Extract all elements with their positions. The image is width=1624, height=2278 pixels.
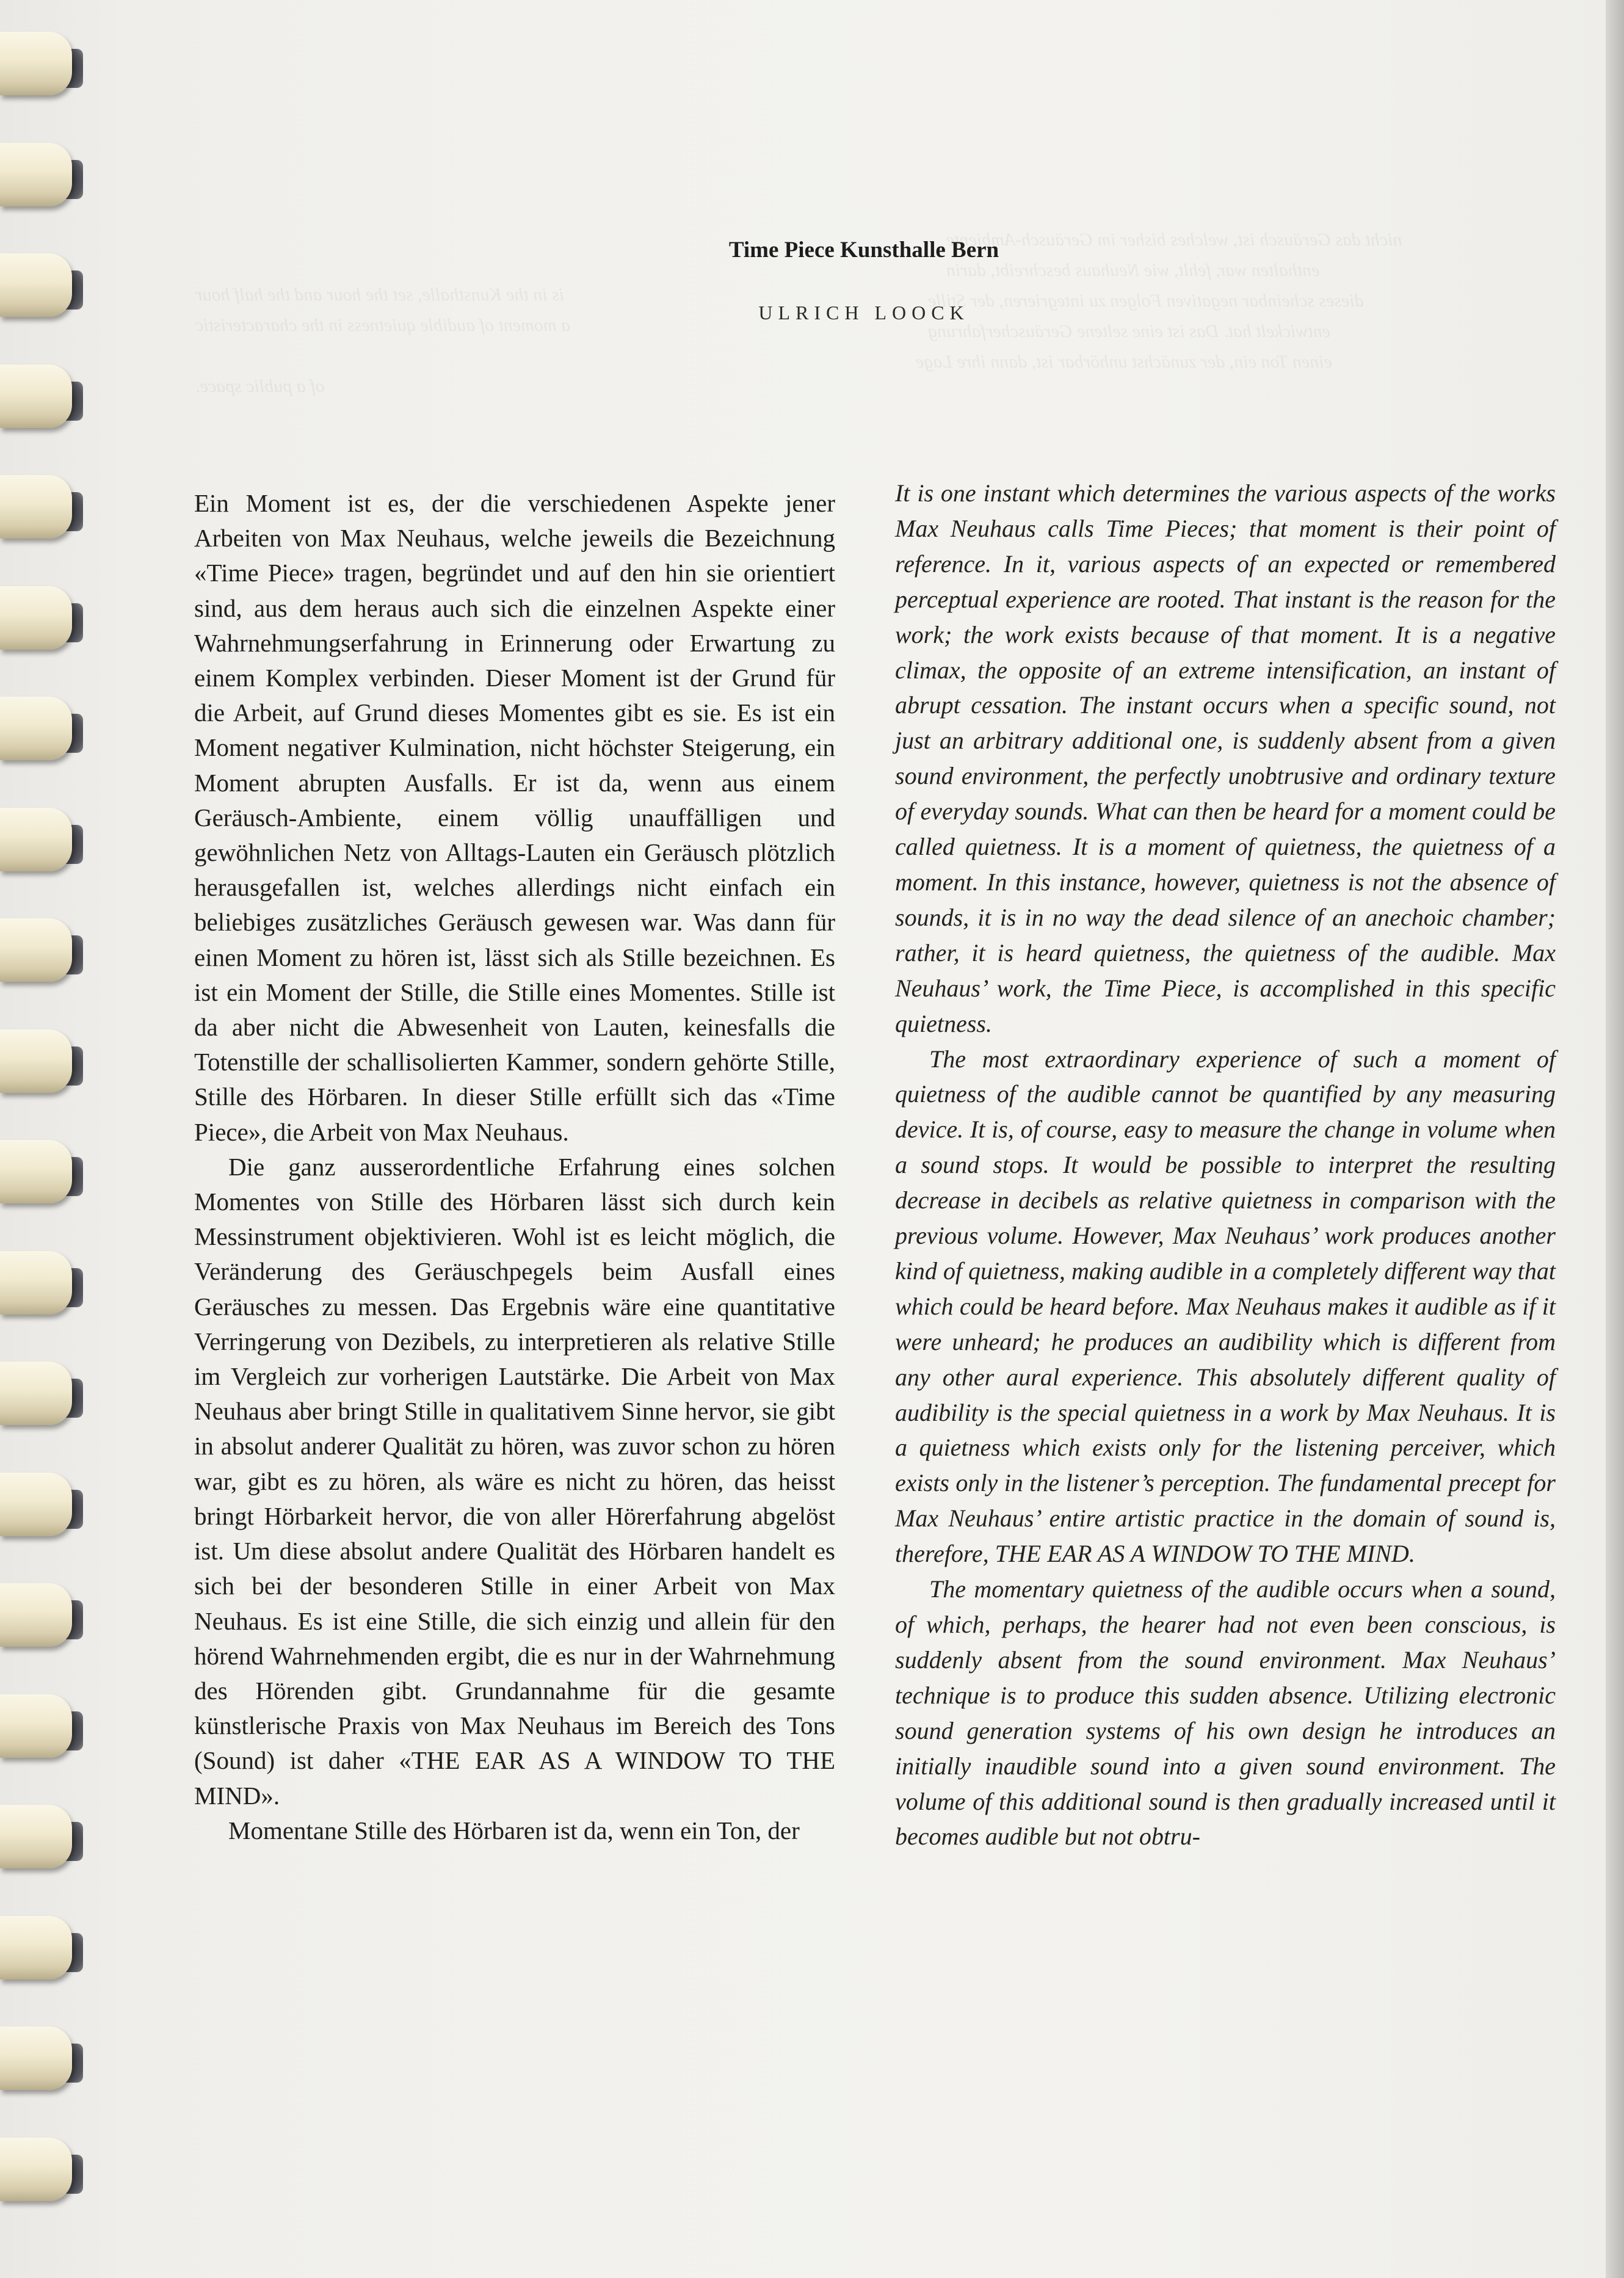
- english-paragraph: It is one instant which determines the various aspects of the works Max Neuhaus calls Time Pieces; that moment is their point of reference. In it, various aspects of an expected or remembered perceptual experience are rooted. That instant is the reason for the work; the work exists because of that moment. It is a negative climax, the opposite of an extreme intensification, an instant of abrupt cessation. The instant occurs when a specific sound, not just an arbitrary additional one, is suddenly absent from a given sound environment, the perfectly unobtrusive and ordinary texture of everyday sounds. What can then be heard for a moment could be called quietness. It is a moment of quietness, the quietness of a moment. In this instance, however, quietness is not the absence of sounds, it is in no way the dead silence of an anechoic chamber; rather, it is heard quietness, the quietness of the audible. Max Neuhaus’ work, the Time Piece, is accomplished in this specific quietness.: [895, 479, 1556, 1037]
- binding-ring: [0, 143, 72, 206]
- binding-ring: [0, 1140, 72, 1203]
- german-paragraph: Momentane Stille des Hörbaren ist da, wenn ein Ton, der: [228, 1816, 800, 1845]
- binding-ring: [0, 697, 72, 760]
- show-through-text: a moment of audible quietness in the characteristic: [195, 315, 571, 335]
- binding-ring: [0, 1583, 72, 1647]
- binding-ring: [0, 918, 72, 982]
- binding-ring: [0, 1473, 72, 1536]
- show-through-text: dieses scheinbar negativen Folgen zu integrieren, der Stille: [928, 291, 1364, 311]
- english-paragraph: The most extraordinary experience of such a moment of quietness of the audible cannot be quantified by any measuring device. It is, of course, easy to measure the change in volume when a sound stops. It would be possible to interpret the resulting decrease in decibels as relative quietness in comparison with the previous volume. However, Max Neuhaus’ work produces another kind of quietness, making audible in a completely different way that which could be heard before. Max Neuhaus makes it audible as if it were unheard; he produces an audibility which is different from any other aural experience. This absolutely different quality of audibility is the special quietness in a work by Max Neuhaus. It is a quietness which exists only for the listening perceiver, which exists only in the listener’s perception. The fundamental precept for Max Neuhaus’ entire artistic practice in the domain of sound is, therefore, THE EAR AS A WINDOW TO THE MIND.: [895, 1045, 1556, 1568]
- show-through-text: einen Ton ein, der zunächst unhörbar ist, dann ihre Lage: [916, 352, 1332, 372]
- binding-ring: [0, 1916, 72, 1979]
- binding-ring: [0, 365, 72, 428]
- binding-ring: [0, 2026, 72, 2090]
- english-paragraph: The momentary quietness of the audible occurs when a sound, of which, perhaps, the hearer had not even been conscious, is suddenly absent from the sound environment. Max Neuhaus’ technique is to produce this sudden absence. Utilizing electronic sound generation systems of his own design he introduces an initially inaudible sound into a given sound environment. The volume of this additional sound is then gradually increased until it becomes audible but not obtru-: [895, 1575, 1556, 1851]
- page-edge-shadow: [1606, 0, 1624, 2278]
- show-through-text: is in the Kunsthalle, set the hour and the half hour: [195, 285, 565, 305]
- binding-ring: [0, 1805, 72, 1868]
- author-name: ULRICH LOOCK: [758, 302, 970, 324]
- spiral-binding: [0, 0, 85, 2278]
- binding-ring: [0, 32, 72, 95]
- english-text-column: [895, 476, 1556, 1854]
- binding-ring: [0, 2138, 72, 2201]
- binding-ring: [0, 586, 72, 650]
- binding-ring: [0, 1362, 72, 1425]
- german-text-column: [194, 486, 835, 1848]
- page-title: Time Piece Kunsthalle Bern: [728, 238, 999, 263]
- binding-ring: [0, 475, 72, 539]
- show-through-text: of a public space.: [195, 376, 325, 396]
- german-paragraph: Die ganz ausserordentliche Erfahrung eines solchen Momentes von Stille des Hörbaren lässt sich durch kein Messinstrument objektivieren. Wohl ist es leicht möglich, die Veränderung des Geräuschpegels beim Ausfall eines Geräusches zu messen. Das Ergebnis wäre eine quantitative Verringerung von Dezibels, zu interpretieren als relative Stille im Vergleich zur vorherigen Lautstärke. Die Arbeit von Max Neuhaus aber bringt Stille in qualitativem Sinne hervor, sie gibt in absolut anderer Qualität zu hören, was zuvor schon zu hören war, gibt es zu hören, als wäre es nicht zu hören, das heisst bringt Hörbarkeit hervor, die von aller Hörerfahrung abgelöst ist. Um diese absolut andere Qualität des Hörbaren handelt es sich bei der besonderen Stille in einer Arbeit von Max Neuhaus. Es ist eine Stille, die sich einzig und allein für den hörend Wahrnehmenden ergibt, die es nur in der Wahrnehmung des Hörenden gibt. Grundannahme für die gesamte künstlerische Praxis von Max Neuhaus im Bereich des Tons (Sound) ist daher «THE EAR AS A WINDOW TO THE MIND».: [194, 1152, 835, 1810]
- binding-ring: [0, 1251, 72, 1315]
- binding-ring: [0, 1694, 72, 1758]
- german-paragraph: Ein Moment ist es, der die verschiedenen Aspekte jener Arbeiten von Max Neuhaus, welche jeweils die Bezeichnung «Time Piece» tragen, begründet und auf den hin sie orientiert sind, aus dem heraus auch sich die einzelnen Aspekte einer Wahrnehmungserfahrung in Erinnerung oder Erwartung zu einem Komplex verbinden. Dieser Moment ist der Grund für die Arbeit, auf Grund dieses Momentes gibt es sie. Es ist ein Moment negativer Kulmination, nicht höchster Steigerung, ein Moment abrupten Ausfalls. Er ist da, wenn aus einem Geräusch-Ambiente, einem völlig unauffälligen und gewöhnlichen Netz von Alltags-Lauten ein Geräusch plötzlich herausgefallen ist, welches allerdings nicht einfach ein beliebiges zusätzliches Geräusch gewesen war. Was dann für einen Moment zu hören ist, lässt sich als Stille bezeichnen. Es ist ein Moment der Stille, die Stille eines Momentes. Stille ist da aber nicht die Abwesenheit von Lauten, keinesfalls die Totenstille der schallisolierten Kammer, sondern gehörte Stille, Stille des Hörbaren. In dieser Stille erfüllt sich das «Time Piece», die Arbeit von Max Neuhaus.: [194, 489, 835, 1146]
- binding-ring: [0, 808, 72, 871]
- show-through-text: enthalten war, fehlt, wie Neuhaus beschreibt, darin: [946, 260, 1320, 280]
- show-through-text: entwickelt hat. Das ist eine seltene Geräuscherfahrung: [928, 321, 1331, 341]
- binding-ring: [0, 1029, 72, 1093]
- show-through-text: nicht das Geräusch ist, welches bisher im Geräusch-Ambiente: [946, 230, 1402, 250]
